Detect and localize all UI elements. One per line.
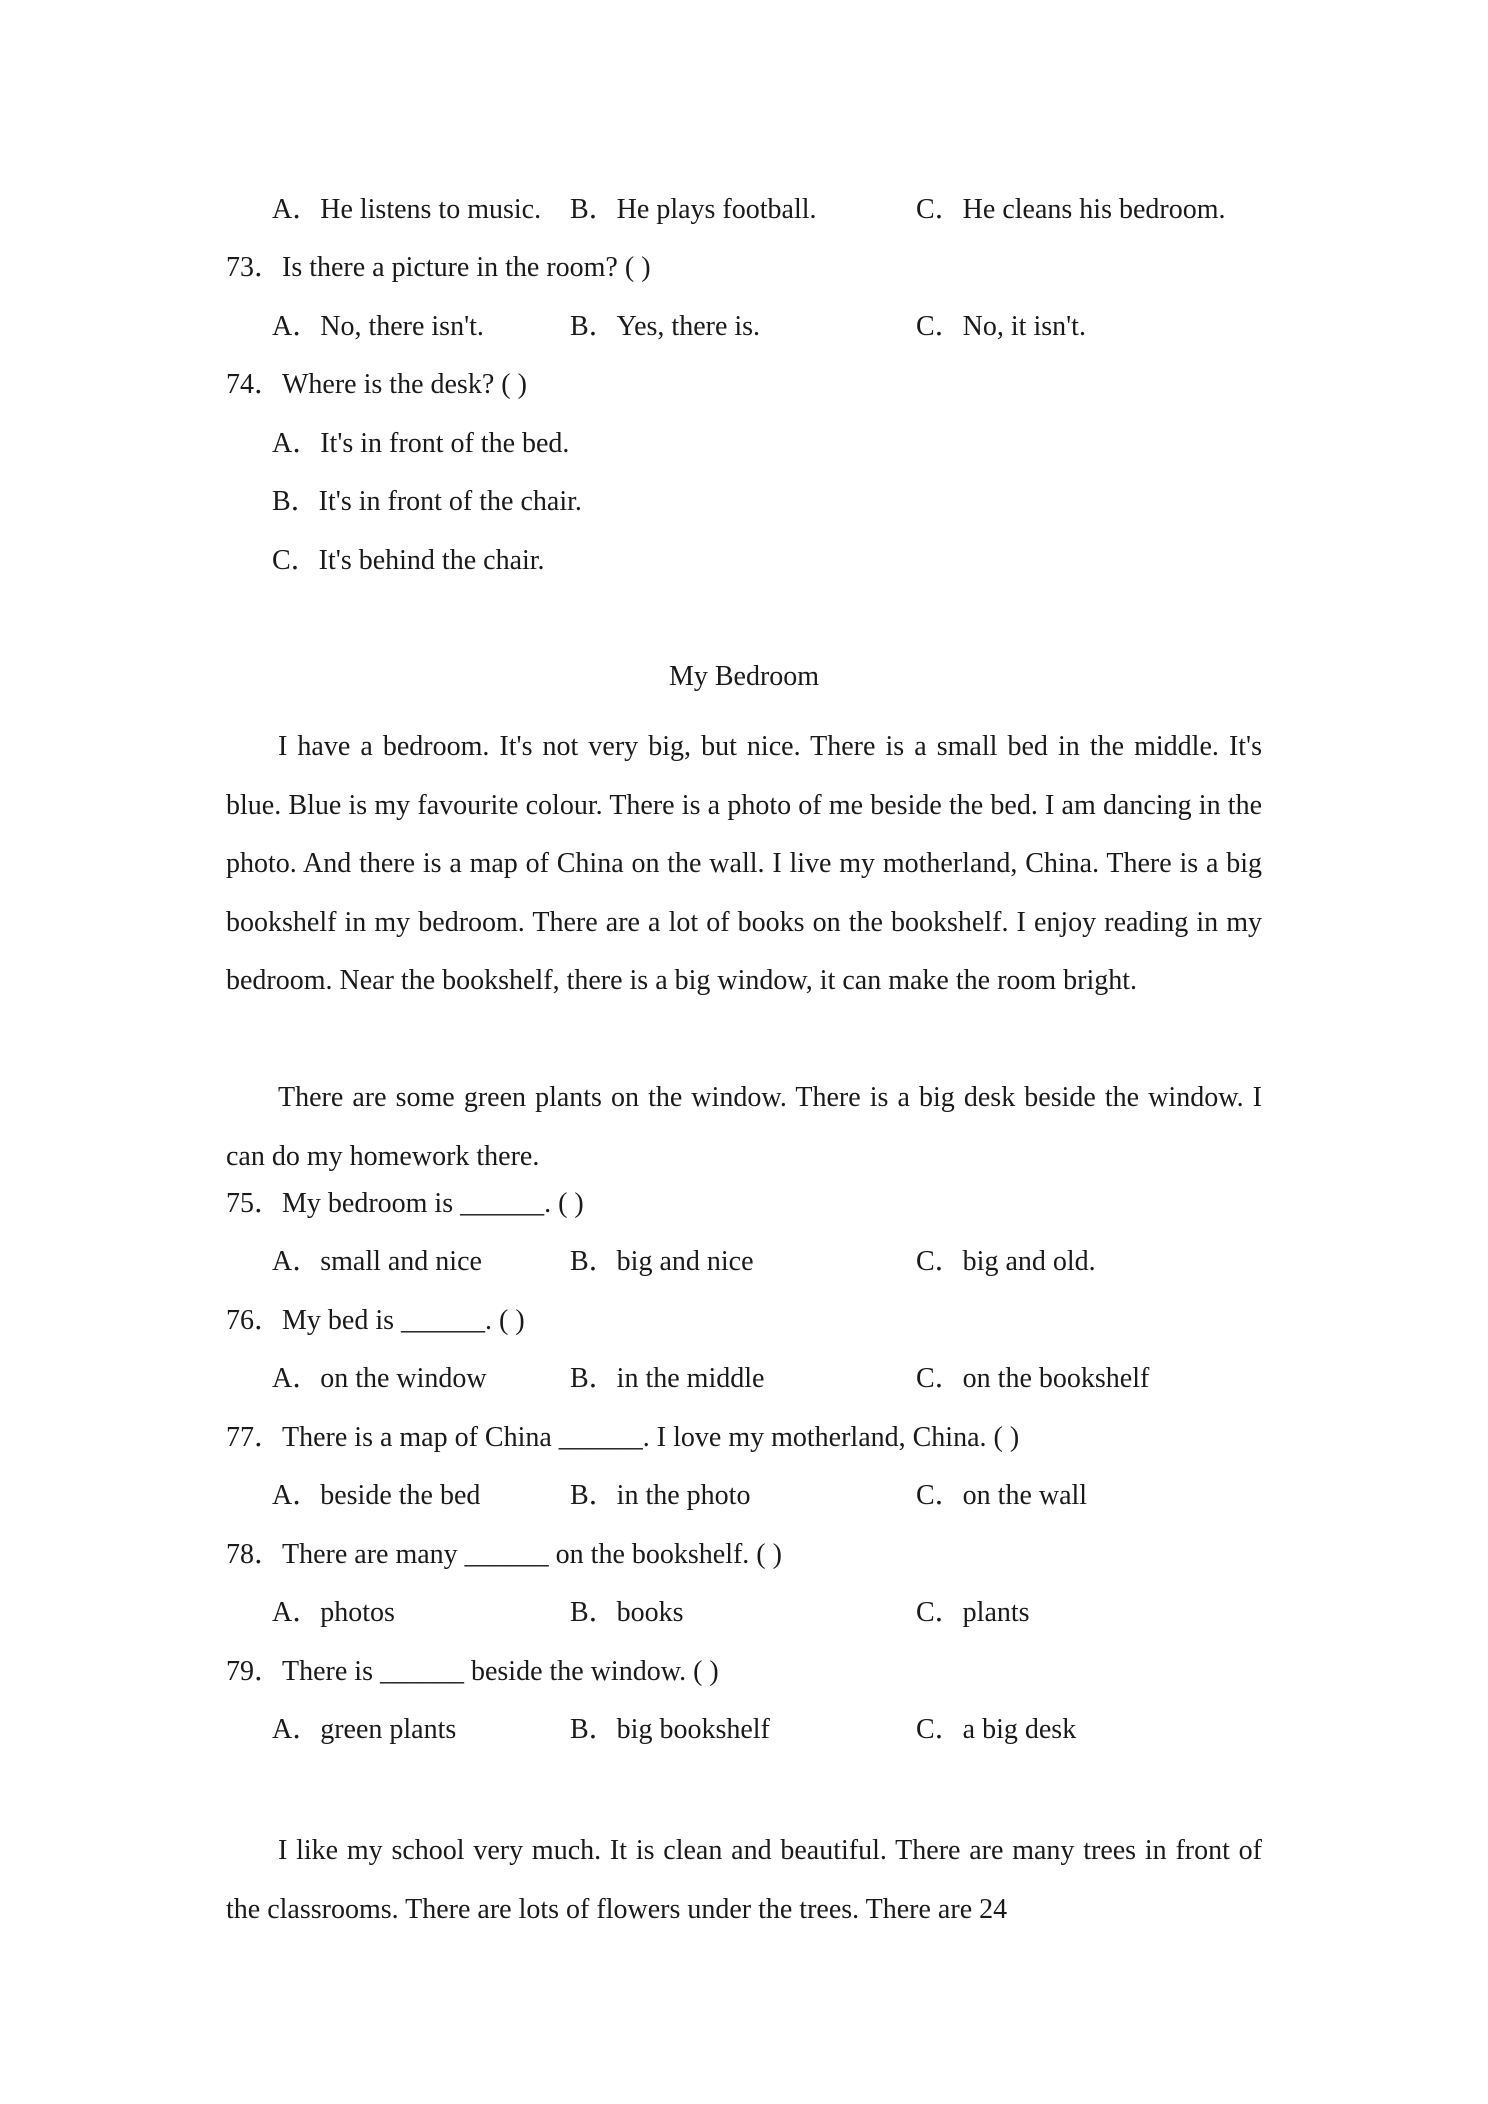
q79-option-b: B．big bookshelf: [570, 1714, 770, 1745]
q75-option-b: B．big and nice: [570, 1246, 754, 1277]
q72-option-c: C．He cleans his bedroom.: [916, 194, 1226, 225]
q77-question: 77．There is a map of China ______. I love my motherland, China. ( ): [226, 1422, 1020, 1453]
q73-question: 73．Is there a picture in the room? ( ): [226, 252, 651, 283]
q75-option-c: C．big and old.: [916, 1246, 1096, 1277]
q76-option-b: B．in the middle: [570, 1363, 765, 1394]
q78-question: 78．There are many ______ on the bookshelf. ( ): [226, 1539, 782, 1570]
q74-question: 74．Where is the desk? ( ): [226, 369, 527, 400]
passage-paragraph-2: There are some green plants on the window. There is a big desk beside the window. I can do my homework there.: [226, 1082, 1262, 1172]
passage2-paragraph-1: I like my school very much. It is clean and beautiful. There are many trees in front of the classrooms. There are lots of flowers under the trees. There are 24: [226, 1835, 1262, 1925]
q79-option-c: C．a big desk: [916, 1714, 1077, 1745]
q74-option-a: A．It's in front of the bed.: [272, 428, 570, 459]
q75-option-a: A．small and nice: [272, 1246, 482, 1277]
q73-option-b: B．Yes, there is.: [570, 311, 761, 342]
q78-option-c: C．plants: [916, 1597, 1030, 1628]
q79-option-a: A．green plants: [272, 1714, 457, 1745]
q74-option-c: C．It's behind the chair.: [272, 545, 545, 576]
q75-question: 75．My bedroom is ______. ( ): [226, 1188, 584, 1219]
q77-option-c: C．on the wall: [916, 1480, 1088, 1511]
q77-option-b: B．in the photo: [570, 1480, 751, 1511]
q73-option-a: A．No, there isn't.: [272, 311, 484, 342]
q76-option-c: C．on the bookshelf: [916, 1363, 1150, 1394]
q78-option-b: B．books: [570, 1597, 684, 1628]
q79-question: 79．There is ______ beside the window. ( ): [226, 1656, 719, 1687]
q74-option-b: B．It's in front of the chair.: [272, 486, 582, 517]
q73-option-c: C．No, it isn't.: [916, 311, 1086, 342]
q77-option-a: A．beside the bed: [272, 1480, 481, 1511]
q72-option-b: B．He plays football.: [570, 194, 817, 225]
q76-option-a: A．on the window: [272, 1363, 487, 1394]
q72-option-a: A．He listens to music.: [272, 194, 542, 225]
q78-option-a: A．photos: [272, 1597, 395, 1628]
passage-title: My Bedroom: [668, 661, 820, 692]
q76-question: 76．My bed is ______. ( ): [226, 1305, 525, 1336]
passage-paragraph-1: I have a bedroom. It's not very big, but nice. There is a small bed in the middle. It's blue. Blue is my favourite colour. There is a photo of me beside the bed. I am dancing in the photo. And there is a map of China on the wall. I live my motherland, China. There is a big bookshelf in my bedroom. There are a lot of books on the bookshelf. I enjoy reading in my bedroom. Near the bookshelf, there is a big window, it can make the room bright.: [226, 731, 1262, 996]
